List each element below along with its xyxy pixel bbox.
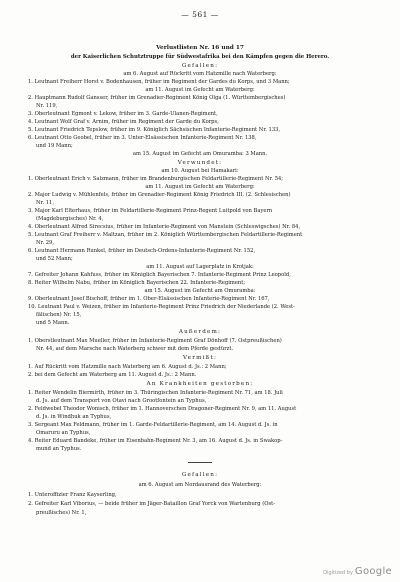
digitized-watermark [323, 566, 392, 577]
heading-ausserdem: Außerdem: [178, 329, 222, 335]
date-line: am 6. August am Nordausrand des Waterberg: [138, 482, 262, 488]
casualty-entry: 1. Leutnant Freiherr Horst v. Bodenhausen, früher im Regiment der Gardes du Korps, und 3 Mann; [28, 79, 290, 85]
date-line: am 6. August auf Rückritt vom Hatzmille nach Waterberg: [123, 71, 277, 77]
casualty-entry: fälischen) Nr. 15, [36, 312, 82, 318]
casualty-entry: 4. Reiter Eduard Bandeke, früher im Eisenbahn-Regiment Nr. 3, am 16. August d. Js. in Swakop- [28, 438, 283, 444]
heading-gefallen-2: Gefallen: [181, 472, 219, 478]
casualty-entry: 1. Reiter Wendelin Biermirth, früher im 3. Thüringischen Infanterie-Regiment Nr. 71, am 18. Juli [28, 390, 283, 396]
heading-vermisst: Vermißt: [182, 355, 218, 361]
casualty-entry: 5. Leutnant Friedrich Tepslow, früher im 9. Königlich Sächsischen Infanterie-Regiment Nr. 133, [28, 127, 281, 133]
date-line: am 11. August auf Lagerplatz in Krotjak: [146, 264, 254, 270]
casualty-entry: 3. Oberleutnant Egmont v. Lekow, früher im 3. Garde-Ulanen-Regiment, [28, 111, 218, 117]
casualty-entry: 4. Leutnant Wolf Graf v. Arnim, früher im Regiment der Garde du Korps, [28, 119, 219, 125]
casualty-entry: 10. Leutnant Paul v. Weizen, früher im Infanterie-Regiment Prinz Friedrich der Niederlande (2. West- [28, 304, 295, 310]
casualty-entry: 3. Sergeant Max Feldmann, früher im 1. Garde-Feldartillerie-Regiment, am 14. August d. Js. in [28, 422, 278, 428]
casualty-entry: 2. Gefreiter Karl Viborius, — beide früher im Jäger-Bataillon Graf Yorck von Wartenburg (Ost- [28, 501, 276, 507]
date-line: am 10. August bei Hamakari: [161, 168, 239, 174]
casualty-entry: Nr. 29, [36, 240, 54, 246]
casualty-entry: und 19 Mann; [36, 143, 73, 149]
casualty-entry: 1. Oberleutnant Erich v. Salzmann, früher im Brandenburgischen Feldartillerie-Regiment Nr. 54; [28, 176, 284, 182]
casualty-entry: Omaruru an Typhus, [36, 430, 91, 436]
casualty-entry: 1. Oberstleutnant Max Mueller, früher im Infanterie-Regiment Graf Dönhoff (7. Ostpreußischen) [28, 338, 282, 344]
casualty-entry: 5. Leutnant Graf Freiherr v. Maltzan, früher im 2. Königlich Württembergischen Feldartillerie-Regiment [28, 232, 303, 238]
date-line: am 15. August im Gefecht am Omuramba: 3 Mann. [132, 151, 268, 157]
casualty-entry: 6. Leutnant Otto Geobel, früher im 3. Unter-Elsässischen Infanterie-Regiment Nr. 138, [28, 135, 257, 141]
heading-gefallen: Gefallen: [181, 63, 219, 69]
casualty-entry: d. Js. auf dem Transport von Otavi nach Grootfontein an Typhus, [36, 398, 207, 404]
document-subtitle: der Kaiserlichen Schutztruppe für Südwestafrika bei den Kämpfen gegen die Herero. [70, 54, 330, 60]
heading-verwundet: Verwundet: [177, 160, 223, 166]
casualty-entry: d. Js. in Windhuk an Typhus, [36, 414, 112, 420]
heading-krankheiten: An Krankheiten gestorben: [146, 381, 254, 387]
casualty-entry: 1. Unteroffizier Franz Kayserling, [28, 492, 117, 498]
casualty-entry: und 5 Mann. [36, 320, 70, 326]
casualty-entry: preußisches) Nr. 1, [36, 510, 87, 516]
watermark-prefix: Digitized by [323, 570, 353, 576]
casualty-entry: 4. Oberleutnant Alfred Sirecsius, früher im Infanterie-Regiment von Manstein (Schleswigsches) Nr. 84, [28, 224, 301, 230]
casualty-entry: 3. Major Karl Elterhaus, früher im Feldartillerie-Regiment Prinz-Regent Luitpold von Bayern [28, 208, 273, 214]
casualty-entry: 7. Gefreiter Johann Kahfuss, früher im Königlich Bayerischen 7. Infanterie-Regiment Prinz Leopold, [28, 272, 291, 278]
casualty-entry: und 52 Mann; [36, 256, 73, 262]
date-line: am 11. August im Gefecht am Waterberg: [145, 87, 255, 93]
casualty-entry: 2. bei dem Gefecht am Waterberg am 11. August d. Js.: 2 Mann. [28, 372, 197, 378]
casualty-entry: 1. Auf Rückritt vom Hatzmille nach Waterberg am 6. August d. Js.: 2 Mann; [28, 364, 227, 370]
date-line: am 11. August im Gefecht am Waterberg: [145, 184, 255, 190]
casualty-entry: 9. Oberleutnant Josef Bischoff, früher im 1. Ober-Elsässischen Infanterie-Regiment Nr. 167, [28, 296, 270, 302]
casualty-entry: mund an Typhus. [36, 446, 82, 452]
casualty-entry: Nr. 11, [36, 200, 54, 206]
casualty-entry: Nr. 44, auf dem Marsche nach Waterberg schwer mit dem Pferde gestürzt. [36, 346, 234, 352]
casualty-entry: 2. Major Ludwig v. Mühlenfels, früher im Grenadier-Regiment König Friedrich III. (2. Schlesischen) [28, 192, 291, 198]
casualty-entry: Nr. 119, [36, 103, 58, 109]
page-number: — 561 — [181, 10, 219, 19]
casualty-entry: (Magdeburgisches) Nr. 4, [36, 216, 104, 222]
section-divider [188, 462, 212, 463]
date-line: am 15. August im Gefecht am Omuramba: [144, 288, 256, 294]
watermark-logo: Google [354, 566, 392, 577]
casualty-entry: 2. Feldwebel Theodor Wonisch, früher im 1. Hannoverschen Dragoner-Regiment Nr. 9, am 11. August [28, 406, 297, 412]
casualty-entry: 2. Hauptmann Rudolf Gansser, früher im Grenadier-Regiment König Olga (1. Württembergisches) [28, 95, 286, 101]
casualty-entry: 8. Reiter Wilhelm Nabu, früher im Königlich Bayerischen 22. Infanterie-Regiment; [28, 280, 246, 286]
casualty-entry: 6. Leutnant Hermann Runkel, früher im Deutsch-Ordens-Infanterie-Regiment Nr. 152, [28, 248, 256, 254]
document-title: Verlustlisten Nr. 16 und 17 [156, 45, 244, 51]
